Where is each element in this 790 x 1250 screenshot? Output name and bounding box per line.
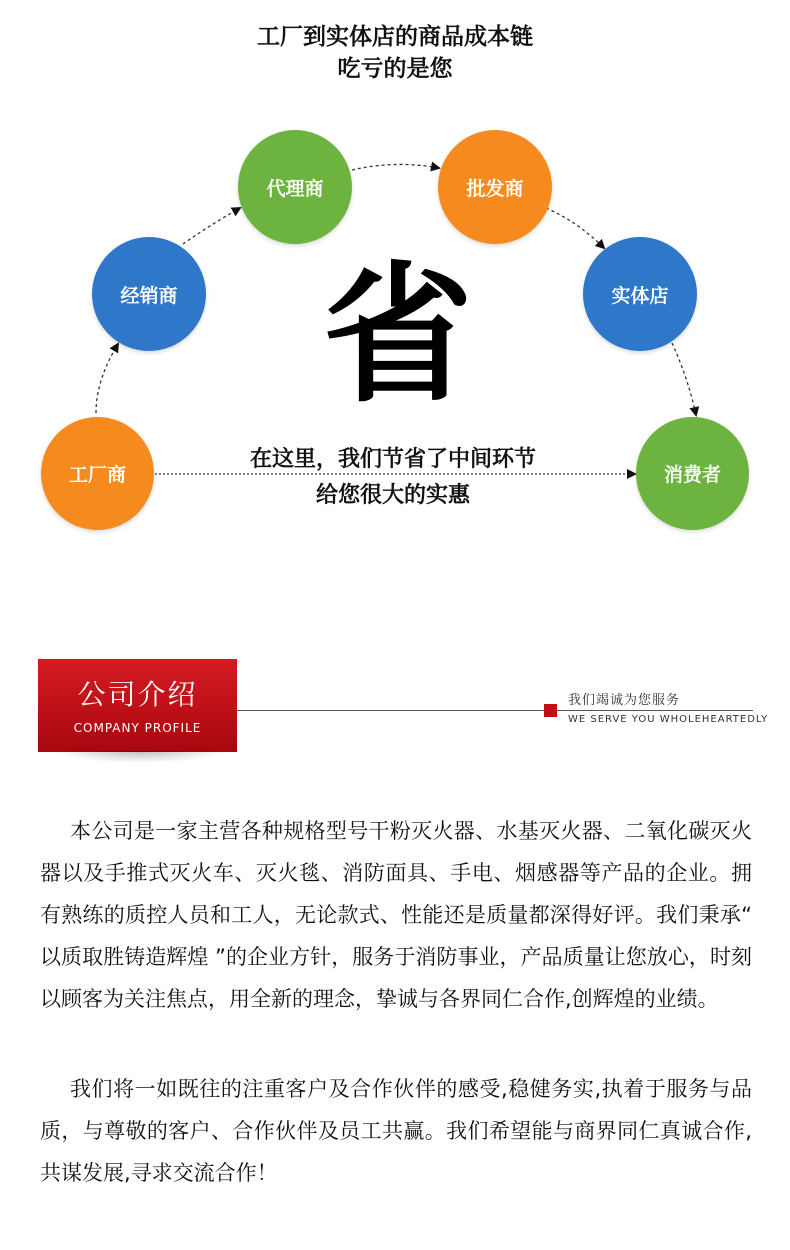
node-wholesaler: 批发商 xyxy=(438,130,552,244)
slogan-line1: 在这里，我们节省了中间环节 xyxy=(249,447,536,472)
accent-square xyxy=(544,704,557,717)
node-distributor: 经销商 xyxy=(92,237,206,351)
banner-shadow xyxy=(52,751,228,763)
node-agent: 代理商 xyxy=(238,130,352,244)
arrow-store-to-consumer xyxy=(672,343,696,415)
node-consumer: 消费者 xyxy=(636,417,749,530)
slogan-line2: 给您很大的实惠 xyxy=(315,483,470,508)
section-title: 公司介绍 xyxy=(77,678,198,711)
arrow-agent-to-wholesaler xyxy=(352,164,439,170)
page-subtitle: 吃亏的是您 xyxy=(337,56,453,82)
section-banner xyxy=(38,659,237,752)
arrow-factory-to-distributor xyxy=(96,344,118,413)
profile-paragraph-2: 我们将一如既往的注重客户及合作伙伴的感受,稳健务实,执着于服务与品质，与尊敬的客户、合作伙伴及员工共赢。我们希望能与商界同仁真诚合作,共谋发展,寻求交流合作！ xyxy=(40,1077,752,1185)
tagline-en: WE SERVE YOU WHOLEHEARTEDLY xyxy=(568,714,769,725)
save-character: 省 xyxy=(322,249,473,423)
section-title-en: COMPANY PROFILE xyxy=(73,721,202,735)
tagline: 我们竭诚为您服务 xyxy=(568,693,681,708)
node-store: 实体店 xyxy=(583,237,697,351)
page-title: 工厂到实体店的商品成本链 xyxy=(257,24,533,50)
arrow-wholesaler-to-store xyxy=(546,208,604,248)
divider-line xyxy=(237,710,753,711)
profile-paragraph-1: 本公司是一家主营各种规格型号干粉灭火器、水基灭火器、二氧化碳灭火器以及手推式灭火车、灭火毯、消防面具、手电、烟感器等产品的企业。拥有熟练的质控人员和工人，无论款式、性能还是质量都深得好评。我们秉承“ 以质取胜铸造辉煌 ”的企业方针，服务于消防事业，产品质量让您放心，时刻以顾客为关注焦点，用全新的理念，挚诚与各界同仁合作,创辉煌的业绩。 xyxy=(40,819,752,1011)
node-factory: 工厂商 xyxy=(41,417,154,530)
arrow-distributor-to-agent xyxy=(183,208,240,244)
